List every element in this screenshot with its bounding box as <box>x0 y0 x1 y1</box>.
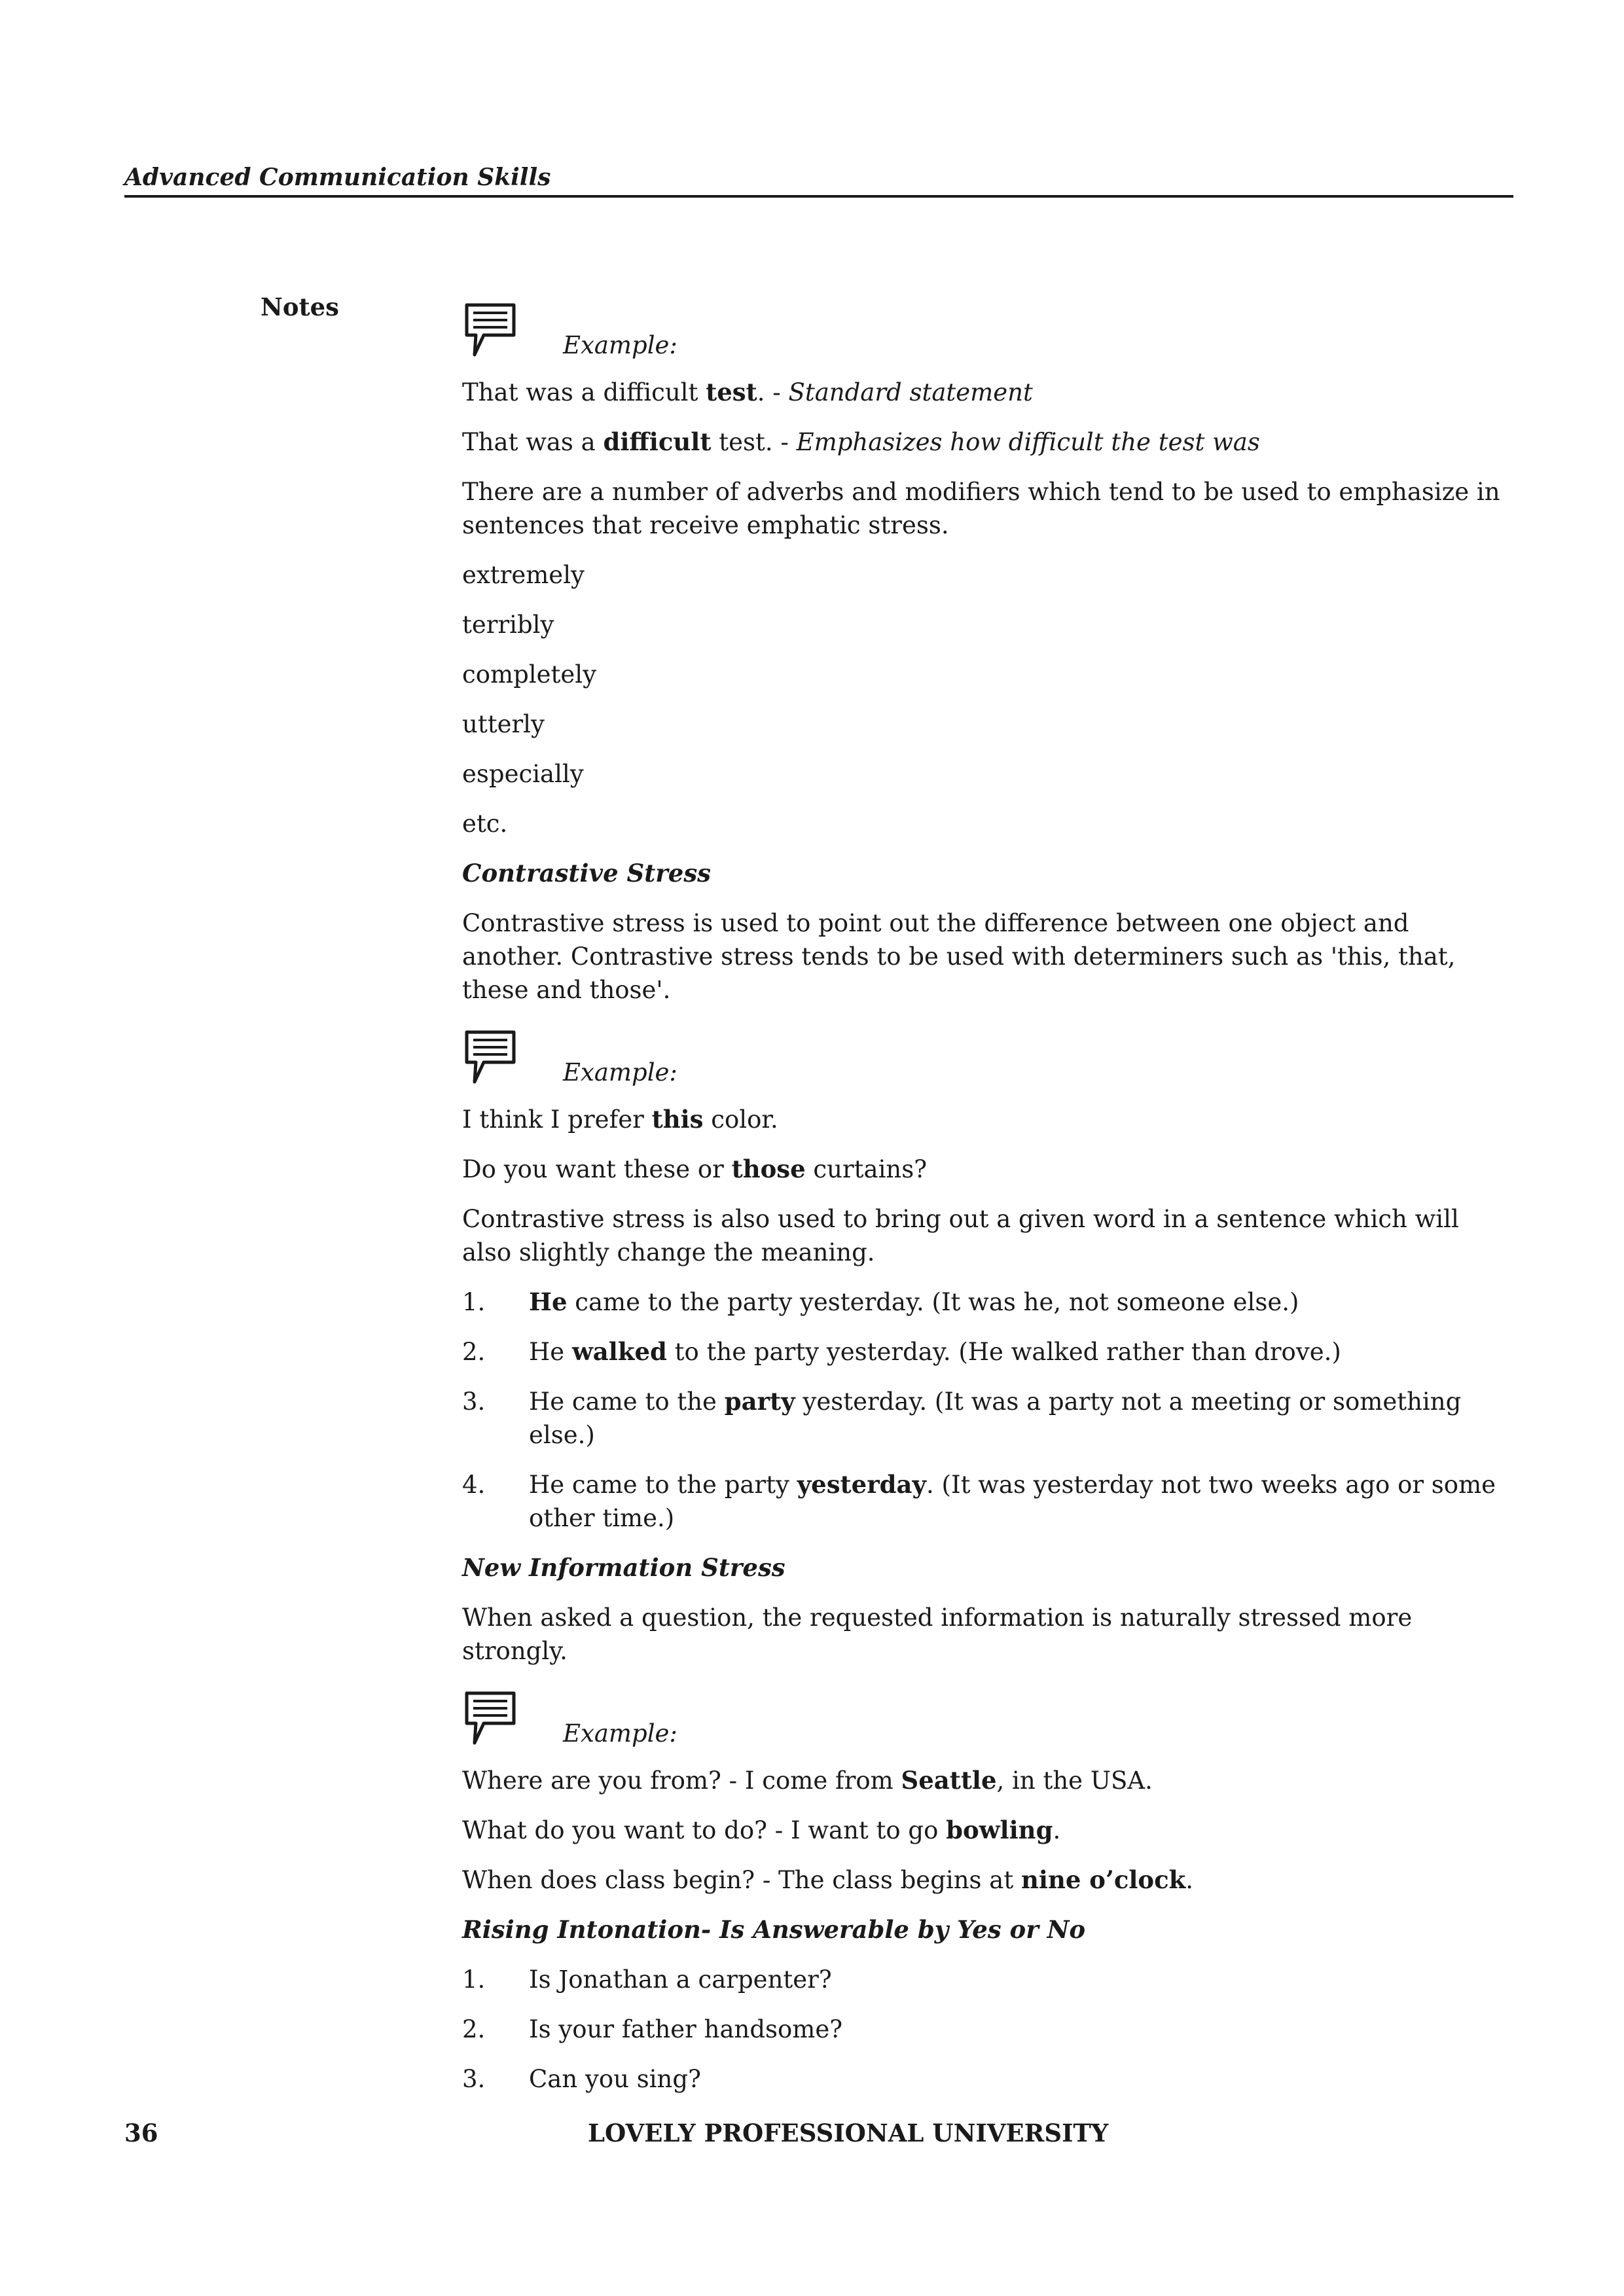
contrastive-list-item: 4. He came to the party yesterday. (It was yesterday not two weeks ago or some other time.) <box>462 1470 1496 1532</box>
contrastive-list-item: 3. He came to the party yesterday. (It was a party not a meeting or something else.) <box>462 1387 1462 1449</box>
contrastive-description-2: Contrastive stress is also used to bring out a given word in a sentence which will also slightly change the meaning. <box>462 1205 1459 1266</box>
new-information-example-2: What do you want to do? - I want to go bowling. <box>462 1816 1061 1844</box>
contrastive-list-item: 2. He walked to the party yesterday. (He walked rather than drove.) <box>462 1337 1341 1366</box>
rising-list-item: 1. Is Jonathan a carpenter? <box>462 1965 832 1994</box>
example-block-1 <box>462 296 1513 365</box>
adverb-item: extremely <box>462 561 585 589</box>
new-information-example-1: Where are you from? - I come from Seattle, in the USA. <box>462 1766 1153 1795</box>
contrastive-description: Contrastive stress is used to point out the difference between one object and another. Contrastive stress tends to be used with determiners such as 'this, that, these and those'. <box>462 909 1456 1004</box>
new-information-example-3: When does class begin? - The class begins at nine o’clock. <box>462 1865 1194 1894</box>
emphatic-example-1: That was a difficult test. - Standard statement <box>462 378 1033 406</box>
adverb-item: especially <box>462 760 584 788</box>
running-header: Advanced Communication Skills <box>124 162 1513 198</box>
emphatic-example-2: That was a difficult test. - Emphasizes how difficult the test was <box>462 427 1260 456</box>
speech-bubble-icon <box>464 1030 516 1086</box>
example-label: Example: <box>563 331 677 359</box>
page-content <box>462 296 1513 2112</box>
adverb-item: etc. <box>462 810 508 838</box>
footer-university: LOVELY PROFESSIONAL UNIVERSITY <box>588 2119 1109 2147</box>
rising-list-item: 3. Can you sing? <box>462 2065 701 2093</box>
contrastive-example-1: I think I prefer this color. <box>462 1105 778 1134</box>
emphatic-intro: There are a number of adverbs and modifiers which tend to be used to emphasize in sentences that receive emphatic stress. <box>462 478 1500 539</box>
example-label: Example: <box>563 1058 677 1086</box>
new-information-description: When asked a question, the requested information is naturally stressed more strongly. <box>462 1604 1413 1665</box>
rising-list-item: 2. Is your father handsome? <box>462 2015 843 2043</box>
section-heading-contrastive: Contrastive Stress <box>462 859 711 888</box>
example-block-2 <box>462 1023 1513 1092</box>
page-number: 36 <box>124 2119 158 2147</box>
section-heading-rising-intonation: Rising Intonation- Is Answerable by Yes or No <box>462 1915 1086 1944</box>
speech-bubble-icon <box>464 1691 516 1747</box>
contrastive-list-item: 1. He came to the party yesterday. (It was he, not someone else.) <box>462 1287 1299 1316</box>
contrastive-example-2: Do you want these or those curtains? <box>462 1155 928 1183</box>
example-label: Example: <box>563 1719 677 1748</box>
adverb-item: utterly <box>462 710 545 738</box>
section-heading-new-information: New Information Stress <box>462 1553 785 1582</box>
adverb-item: completely <box>462 660 596 689</box>
notes-margin-label: Notes <box>261 293 339 321</box>
speech-bubble-icon <box>464 302 516 359</box>
adverb-item: terribly <box>462 611 554 639</box>
example-block-3 <box>462 1684 1513 1753</box>
